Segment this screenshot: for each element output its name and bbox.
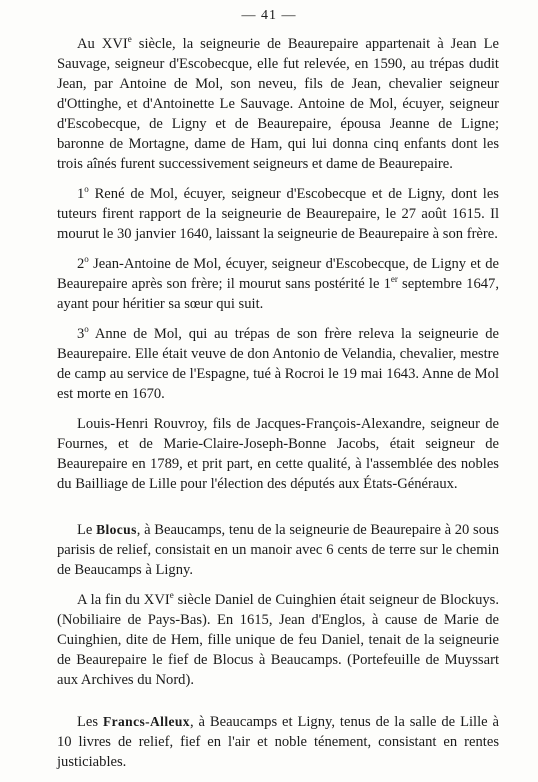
superscript: er [390,274,398,285]
paragraph [57,712,499,772]
text-run: Au XVI [77,36,128,52]
text-run: Jean-Antoine de Mol, écuyer, seigneur d'Escobecque, de Ligny et de Beaurepaire après son frère; il mourut sans postérité le 1 [57,256,499,292]
text-run: 3 [77,326,85,342]
superscript: o [84,324,89,335]
bold-term: Francs-Alleux [102,714,190,729]
superscript: o [84,254,89,265]
paragraph [57,184,499,244]
paragraph [57,254,499,314]
bold-term: Blocus [96,522,137,537]
document-body [57,34,499,782]
paragraph [57,520,499,580]
text-run: siècle, la seigneurie de Beaurepaire appartenait à Jean Le Sauvage, seigneur d'Escobecque, elle fut relevée, en 1590, au trépas dudit Jean, par Antoine de Mol, son neveu, fils de Jean, chevalier seigneur d'Ottinghe, et d'Antoinette Le Sauvage. Antoine de Mol, écuyer, seigneur d'Escobecque, de Ligny et de Beaurepaire, épousa Jeanne de Ligne; baronne de Mortagne, dame de Ham, qui lui donna cinq enfants dont les trois aînés furent successivement seigneurs et dame de Beaurepaire. [57,36,499,172]
paragraph [57,414,499,494]
superscript: e [169,590,174,601]
text-run: Anne de Mol, qui au trépas de son frère releva la seigneurie de Beaurepaire. Elle était veuve de don Antonio de Velandia, chevalier, mestre de camp au service de l'Espagne, tué à Rocroi le 19 mai 1643. Anne de Mol est morte en 1670. [57,326,499,402]
text-run: René de Mol, écuyer, seigneur d'Escobecque et de Ligny, dont les tuteurs firent rapport de la seigneurie de Beaurepaire, le 27 août 1615. Il mourut le 30 janvier 1640, laissant la seigneurie de Beaurepaire à son frère. [57,186,499,242]
paragraph [57,34,499,174]
text-run: Les [77,714,103,730]
page-number: — 41 — [241,8,297,23]
text-run: septembre 1647, ayant pour héritier sa sœur qui suit. [57,276,499,312]
text-run: Le [77,522,97,538]
paragraph [57,324,499,404]
text-run: A la fin du XVI [77,592,170,608]
text-run: 2 [77,256,85,272]
superscript: o [84,184,89,195]
text-run: , à Beaucamps et Ligny, tenus de la salle de Lille à 10 livres de relief, fief en l'air et noble ténement, consistant en rentes justiciables. [57,714,499,770]
text-run: Louis-Henri Rouvroy, fils de Jacques-François-Alexandre, seigneur de Fournes, et de Marie-Claire-Joseph-Bonne Jacobs, était seigneur de Beaurepaire en 1789, et prit part, en cette qualité, à l'assemblée des nobles du Bailliage de Lille pour l'élection des députés aux États-Généraux. [57,416,499,492]
text-run: 1 [77,186,85,202]
text-run: siècle Daniel de Cuinghien était seigneur de Blockuys. (Nobiliaire de Pays-Bas). En 1615, Jean d'Englos, à cause de Marie de Cuinghien, dite de Hem, fille unique de feu Daniel, tenait de la seigneurie de Beaurepaire le fief de Blocus à Beaucamps. (Portefeuille de Muyssart aux Archives du Nord). [57,592,499,688]
superscript: e [127,34,132,45]
text-run: , à Beaucamps, tenu de la seigneurie de Beaurepaire à 20 sous parisis de relief, consistait en un manoir avec 6 cents de terre sur le chemin de Beaucamps à Ligny. [57,522,499,578]
paragraph [57,590,499,690]
